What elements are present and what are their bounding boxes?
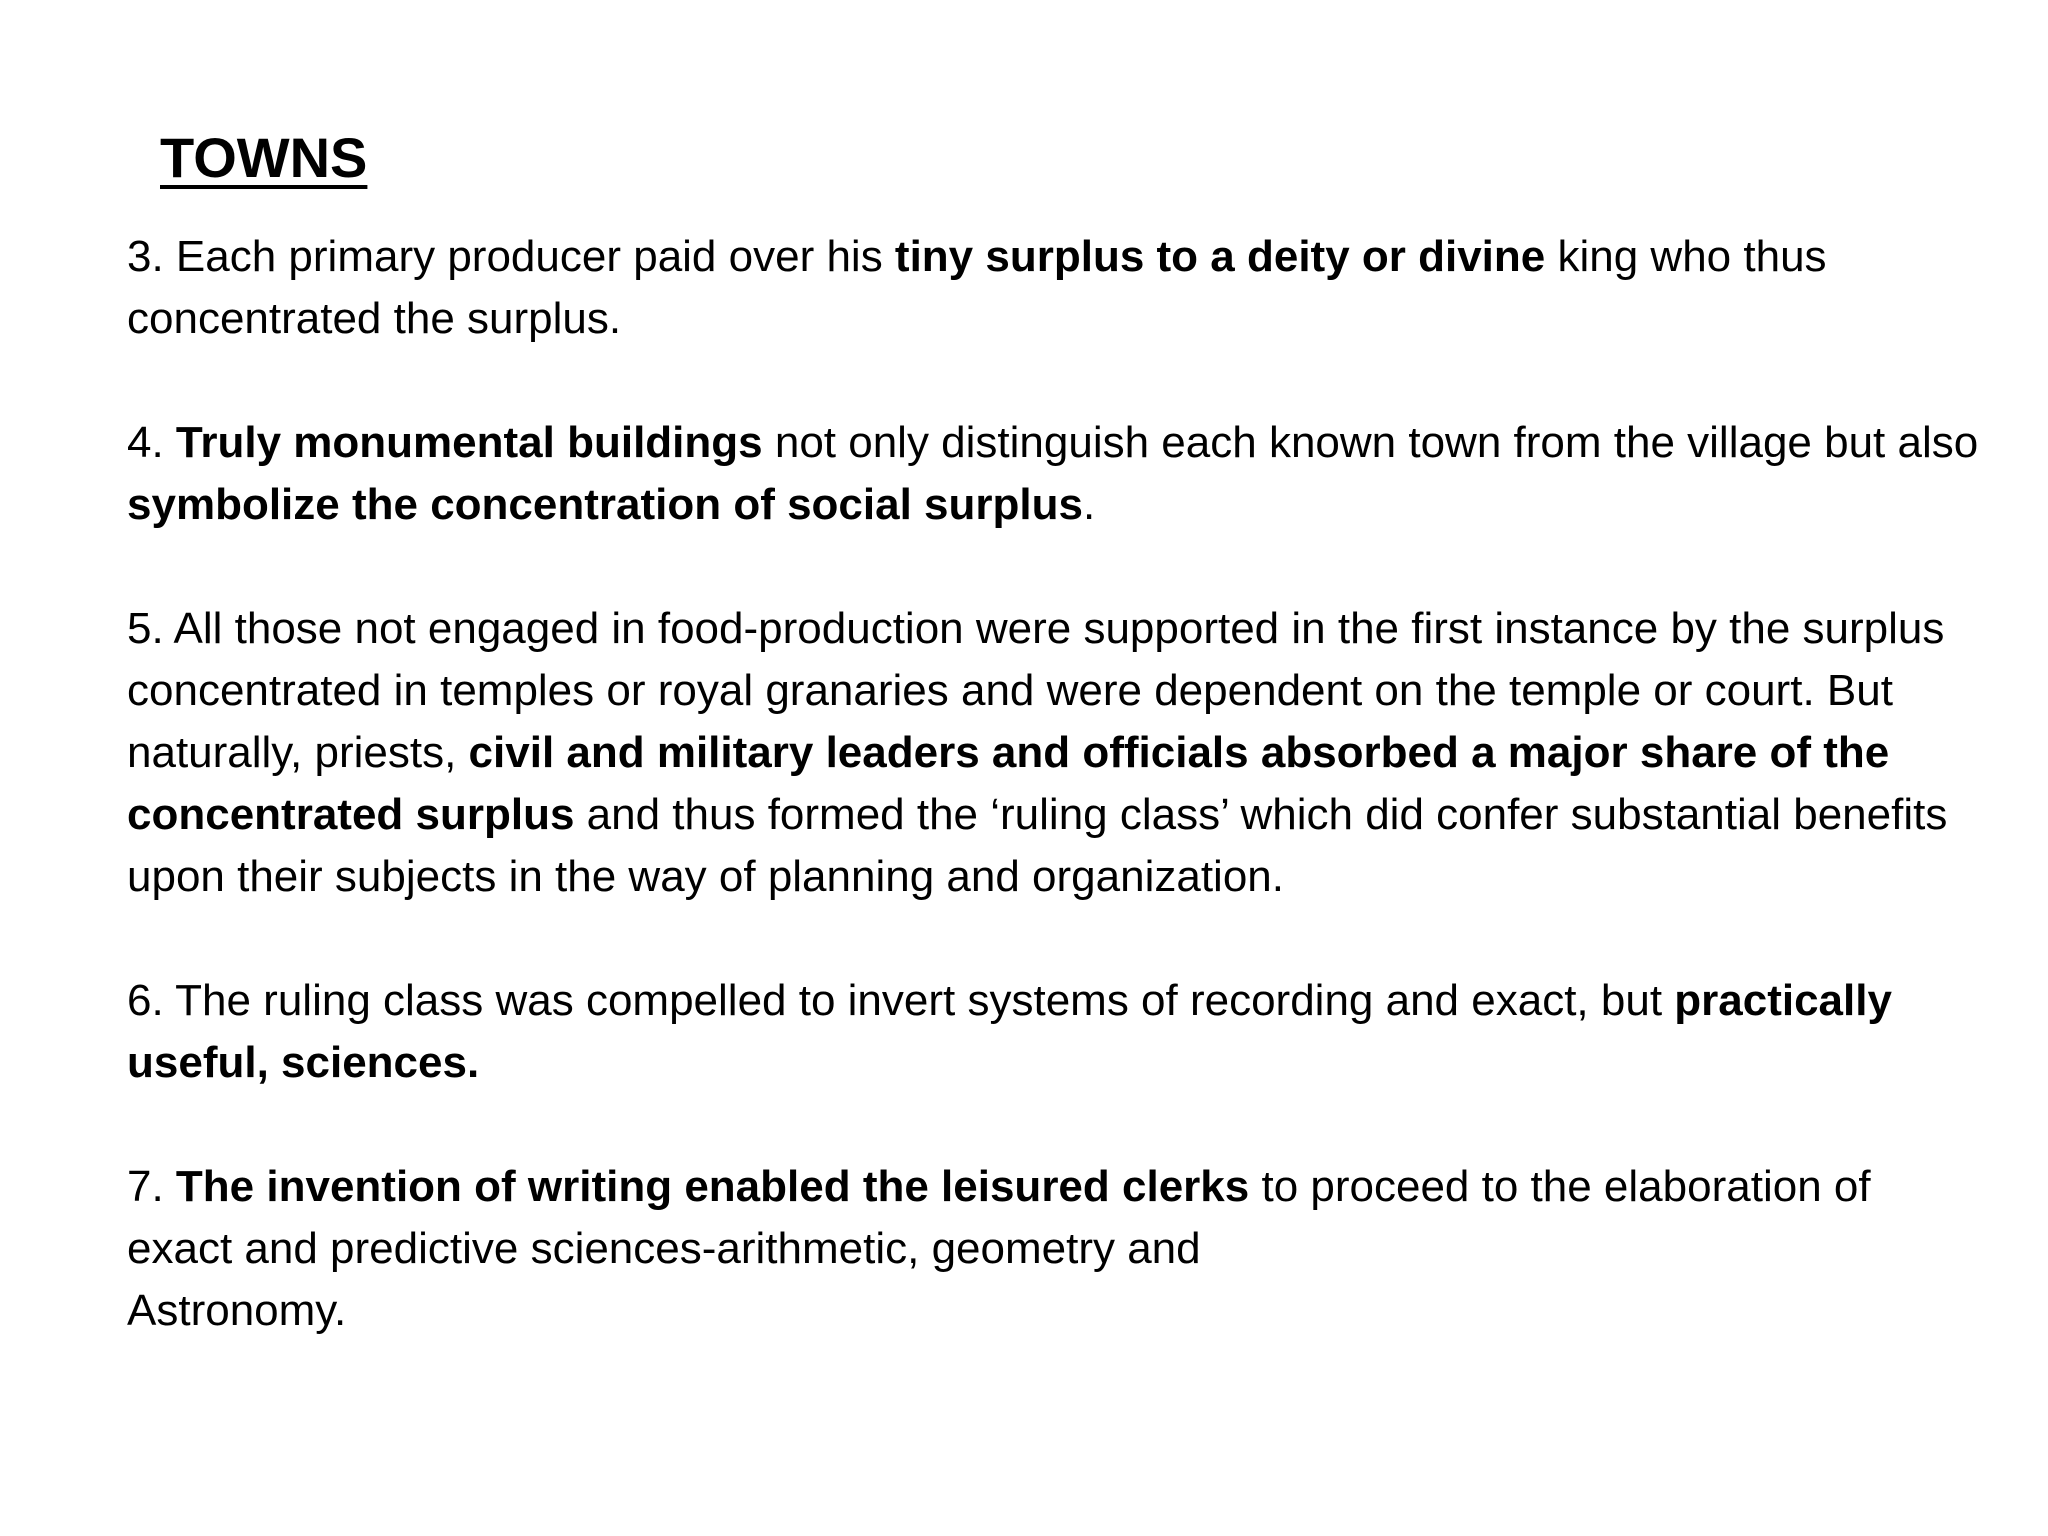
- point-text: to proceed to the elaboration of exact and predictive sciences-arithmetic, geometry and: [127, 1162, 1871, 1273]
- point-emphasis: symbolize the concentration of social surplus: [127, 480, 1083, 529]
- point-emphasis: tiny surplus to a deity or divine: [894, 232, 1546, 281]
- point-5: [127, 598, 1987, 908]
- point-3: [127, 226, 1987, 350]
- point-emphasis: practically useful, sciences.: [127, 976, 1892, 1087]
- slide-title: TOWNS: [160, 126, 368, 189]
- point-text: and thus formed the ‘ruling class’ which did confer substantial benefits upon their subjects in the way of planning and organization.: [127, 790, 1948, 901]
- point-emphasis: The invention of writing enabled the leisured clerks: [175, 1162, 1250, 1211]
- point-number: 6.: [127, 976, 176, 1025]
- point-text: The ruling class was compelled to invert systems of recording and exact, but: [175, 976, 1675, 1025]
- point-number: 4.: [127, 418, 176, 467]
- point-emphasis: Truly monumental buildings: [175, 418, 763, 467]
- point-text: Astronomy.: [127, 1286, 347, 1335]
- point-number: 3.: [127, 232, 176, 281]
- point-emphasis: civil and military leaders and officials absorbed a major share of the concentrated surplus: [127, 728, 1890, 839]
- point-4: [127, 412, 1987, 536]
- point-text: All those not engaged in food-production were supported in the first instance by the surplus concentrated in temples or royal granaries and were dependent on the temple or court. But naturally, priests,: [127, 604, 1945, 777]
- point-number: 7.: [127, 1162, 176, 1211]
- slide-body: [127, 226, 1987, 1404]
- point-text: .: [1082, 480, 1096, 529]
- point-text: Each primary producer paid over his: [175, 232, 895, 281]
- point-number: 5.: [127, 604, 174, 653]
- point-6: [127, 970, 1987, 1094]
- point-text: not only distinguish each known town from the village but also: [762, 418, 1979, 467]
- point-text: king who thus concentrated the surplus.: [127, 232, 1827, 343]
- point-7: [127, 1156, 1987, 1342]
